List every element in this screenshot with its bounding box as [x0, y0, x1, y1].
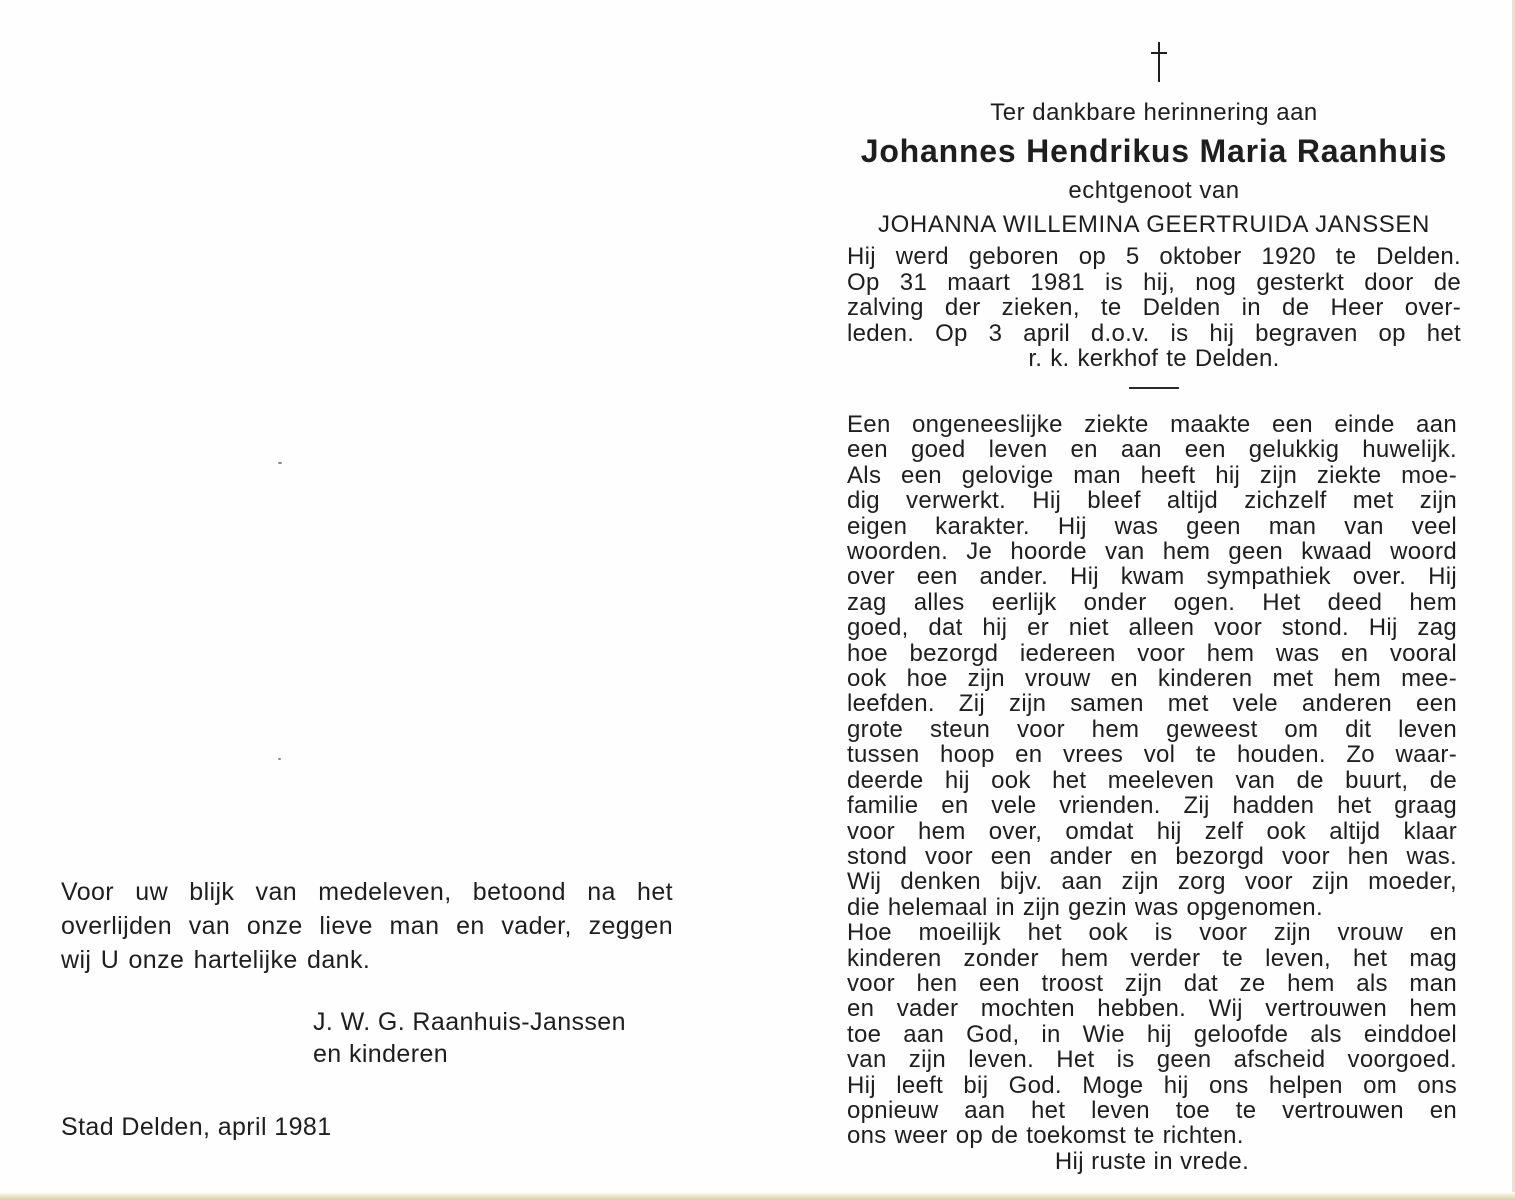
- memorial-line: hoe bezorgd iedereen voor hem was en vooral: [847, 639, 1457, 667]
- biography: [847, 244, 1461, 372]
- memorial-line: Wij denken bijv. aan zijn zorg voor zijn moeder,: [847, 868, 1457, 896]
- memorial-line: deerde hij ook het meeleven van de buurt, de: [847, 766, 1457, 794]
- memorial-line: dig verwerkt. Hij bleef altijd zichzelf met zijn: [847, 487, 1457, 515]
- memorial-line: van zijn leven. Het is geen afscheid voorgoed.: [847, 1046, 1457, 1074]
- memorial-line: tussen hoop en vrees vol te houden. Zo waar-: [847, 741, 1457, 769]
- memorial-line: ook hoe zijn vrouw en kinderen met hem mee-: [847, 665, 1457, 693]
- signature-name: J. W. G. Raanhuis-Janssen: [313, 1008, 626, 1036]
- memorial-line: die helemaal in zijn gezin was opgenomen.: [847, 893, 1323, 921]
- bio-line: Op 31 maart 1981 is hij, nog gesterkt door de: [847, 268, 1461, 296]
- memorial-line: voor hen een troost zijn dat ze hem als man: [847, 969, 1457, 997]
- memorial-line: eigen karakter. Hij was geen man van veel: [847, 512, 1457, 540]
- memorial-line: goed, dat hij er niet alleen voor stond. Hij zag: [847, 614, 1457, 642]
- memorial-line: en vader mochten hebben. Wij vertrouwen hem: [847, 995, 1457, 1023]
- thank-you-line: Voor uw blijk van medeleven, betoond na het: [61, 878, 673, 906]
- memorial-line: familie en vele vrienden. Zij hadden het graag: [847, 792, 1457, 820]
- memorial-line: stond voor een ander en bezorgd voor hen was.: [847, 842, 1457, 870]
- spouse-intro: echtgenoot van: [1068, 177, 1240, 204]
- memorial-line: ons weer op de toekomst te richten.: [847, 1122, 1244, 1150]
- memorial-line: leefden. Zij zijn samen met vele anderen een: [847, 690, 1457, 718]
- memorial-line: zag alles eerlijk onder ogen. Het deed hem: [847, 588, 1457, 616]
- memorial-text: [847, 412, 1457, 1149]
- memorial-line: opnieuw aan het leven toe te vertrouwen en: [847, 1096, 1457, 1124]
- memorial-line: toe aan God, in Wie hij geloofde als einddoel: [847, 1020, 1457, 1048]
- memorial-intro: Ter dankbare herinnering aan: [990, 99, 1318, 126]
- signature-family: en kinderen: [313, 1040, 449, 1068]
- bio-line: r. k. kerkhof te Delden.: [1028, 345, 1280, 373]
- bio-line: Hij werd geboren op 5 oktober 1920 te Delden.: [847, 243, 1461, 270]
- thank-you-note: [61, 875, 673, 977]
- paper-speck: [278, 758, 281, 760]
- memorial-line: voor hem over, omdat hij zelf ook altijd klaar: [847, 817, 1457, 845]
- bio-line: zalving der zieken, te Delden in de Heer over-: [847, 294, 1461, 322]
- memorial-line: een goed leven en aan een gelukkig huwelijk.: [847, 436, 1457, 464]
- closing-line: Hij ruste in vrede.: [1054, 1148, 1250, 1175]
- thank-you-line: overlijden van onze lieve man en vader, zeggen: [61, 912, 673, 940]
- memorial-line: Een ongeneeslijke ziekte maakte een einde aan: [847, 411, 1457, 438]
- memorial-line: kinderen zonder hem verder te leven, het mag: [847, 944, 1457, 972]
- memorial-line: grote steun voor hem geweest om dit leven: [847, 715, 1457, 743]
- deceased-name: Johannes Hendrikus Maria Raanhuis: [860, 133, 1448, 169]
- memorial-line: Hij leeft bij God. Moge hij ons helpen om ons: [847, 1071, 1457, 1099]
- paper-speck: [278, 462, 282, 464]
- memorial-line: Hoe moeilijk het ook is voor zijn vrouw en: [847, 919, 1457, 947]
- memorial-line: over een ander. Hij kwam sympathiek over. Hij: [847, 563, 1457, 591]
- divider: [1129, 387, 1179, 389]
- memorial-line: woorden. Je hoorde van hem geen kwaad woord: [847, 538, 1457, 566]
- scan-edge-bottom: [0, 1192, 1515, 1200]
- spouse-name: JOHANNA WILLEMINA GEERTRUIDA JANSSEN: [878, 211, 1430, 238]
- signature-block: [313, 1006, 663, 1070]
- thank-you-line: wij U onze hartelijke dank.: [61, 946, 371, 974]
- latin-cross-icon: [1147, 40, 1171, 84]
- memorial-line: Als een gelovige man heeft hij zijn ziekte moe-: [847, 461, 1457, 489]
- bio-line: leden. Op 3 april d.o.v. is hij begraven op het: [847, 319, 1461, 347]
- place-date: Stad Delden, april 1981: [61, 1113, 332, 1141]
